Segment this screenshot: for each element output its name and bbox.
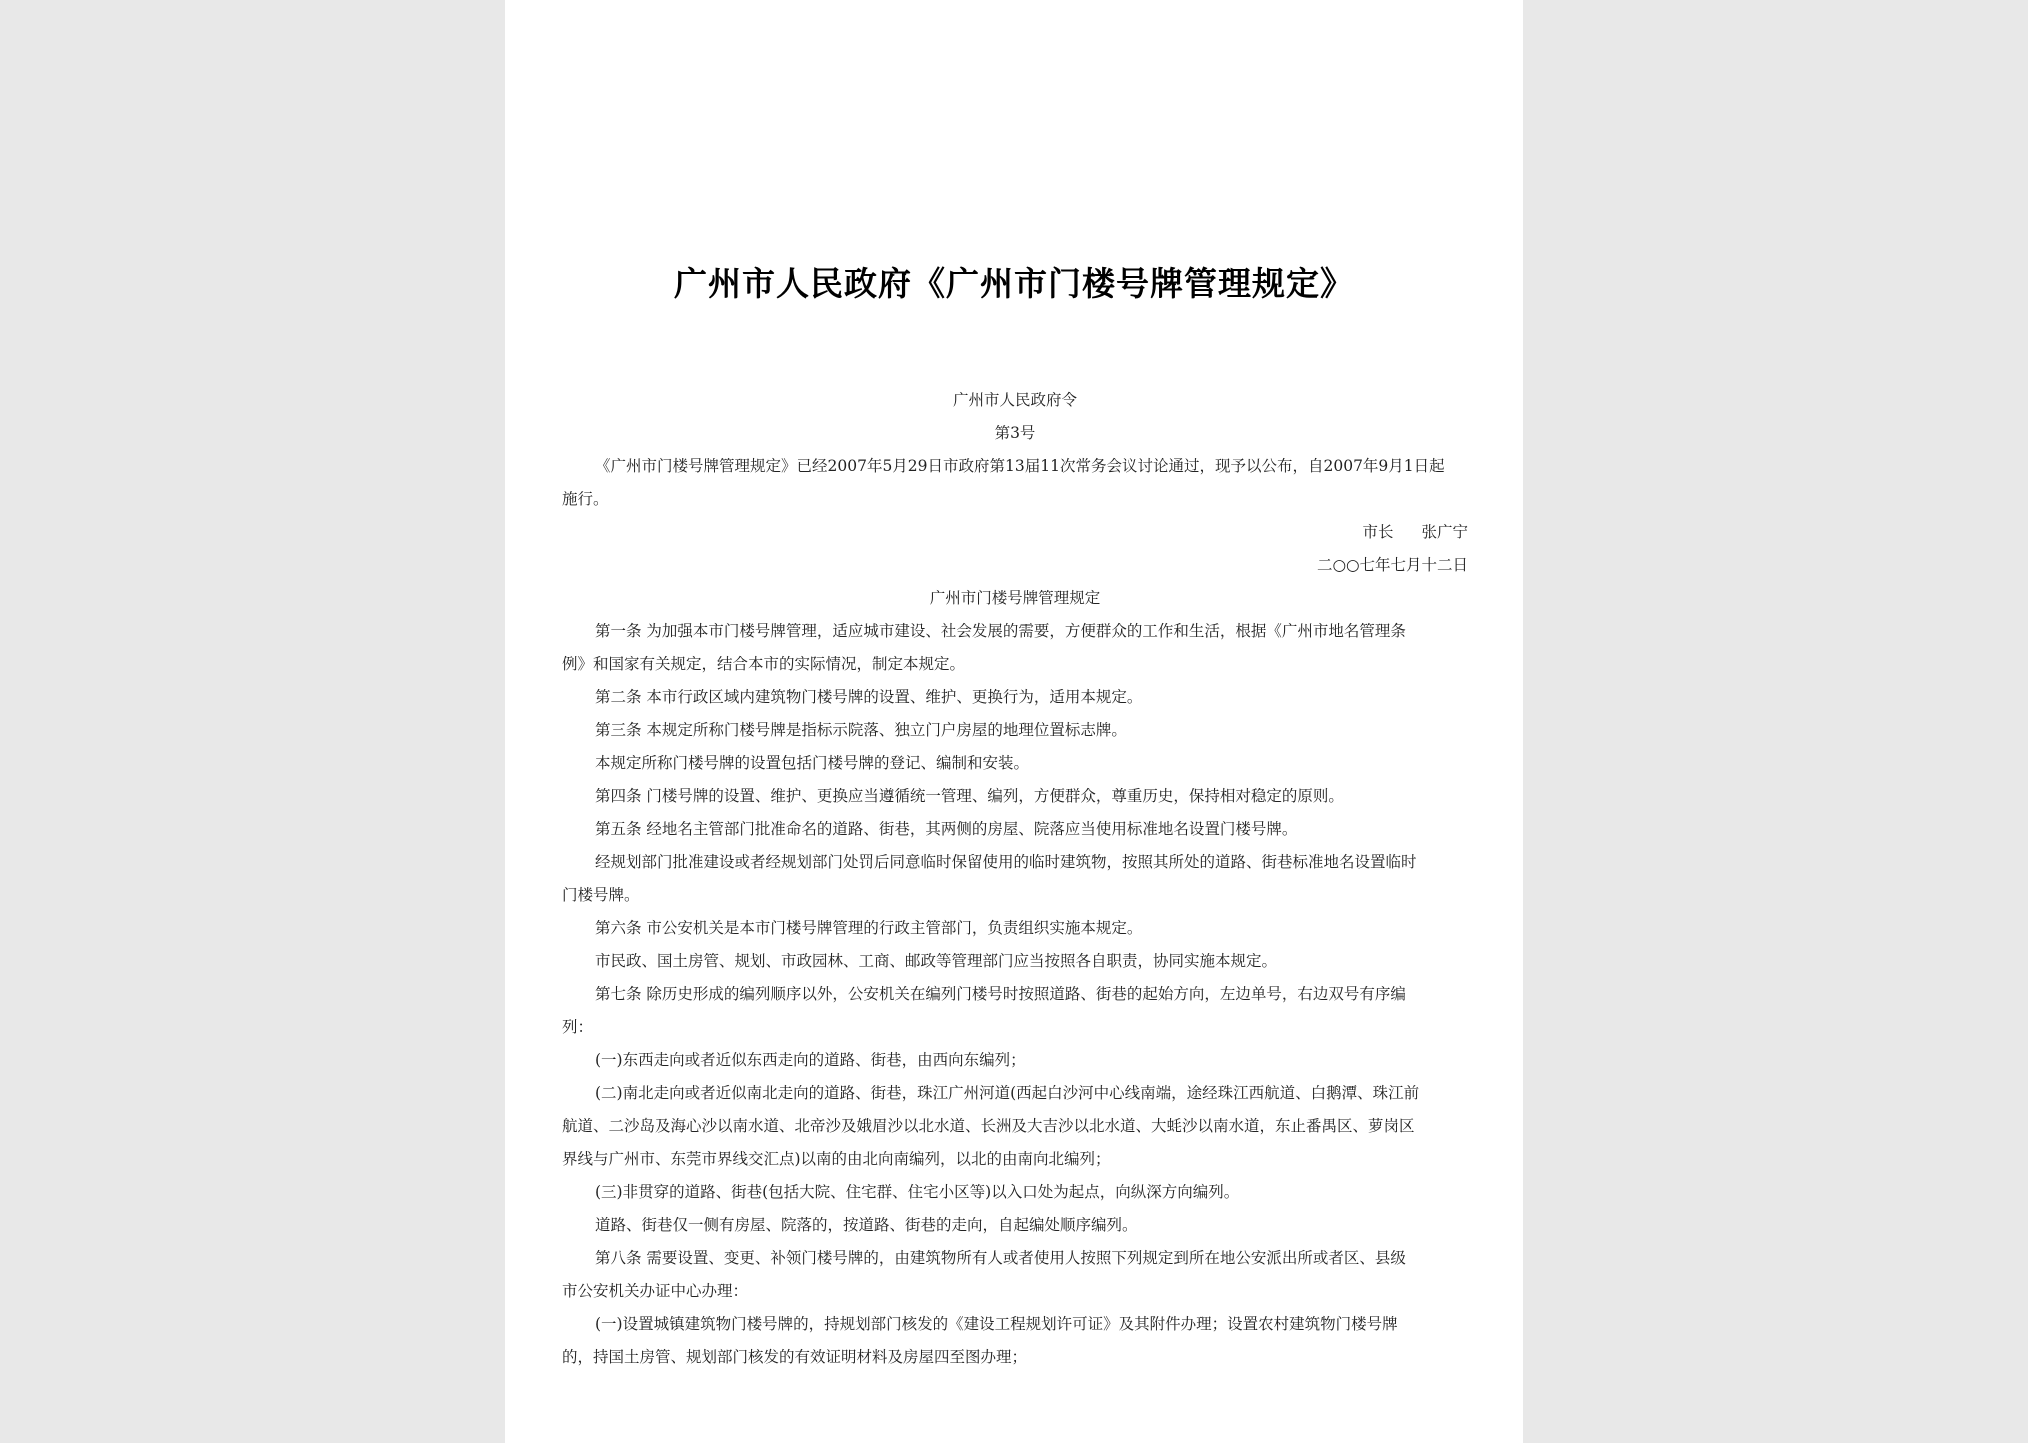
regulation-line: 道路、街巷仅一侧有房屋、院落的，按道路、街巷的走向，自起编处顺序编列。 (595, 1216, 1138, 1234)
announcement-line: 施行。 (562, 490, 609, 508)
regulation-line: 第一条 为加强本市门楼号牌管理，适应城市建设、社会发展的需要，方便群众的工作和生活，根据《广州市地名管理条 (595, 622, 1406, 640)
regulation-line: (一)设置城镇建筑物门楼号牌的，持规划部门核发的《建设工程规划许可证》及其附件办理；设置农村建筑物门楼号牌 (595, 1315, 1398, 1333)
announcement-line: 《广州市门楼号牌管理规定》已经2007年5月29日市政府第13届11次常务会议讨论通过，现予以公布，自2007年9月1日起 (595, 457, 1445, 475)
regulation-line: 第五条 经地名主管部门批准命名的道路、街巷，其两侧的房屋、院落应当使用标准地名设置门楼号牌。 (595, 820, 1298, 838)
regulation-line: 航道、二沙岛及海心沙以南水道、北帝沙及娥眉沙以北水道、长洲及大吉沙以北水道、大蚝沙以南水道，东止番禺区、萝岗区 (562, 1117, 1415, 1135)
regulation-line: 第二条 本市行政区域内建筑物门楼号牌的设置、维护、更换行为，适用本规定。 (595, 688, 1143, 706)
regulation-title: 广州市门楼号牌管理规定 (929, 589, 1101, 607)
regulation-line: 经规划部门批准建设或者经规划部门处罚后同意临时保留使用的临时建筑物，按照其所处的道路、街巷标准地名设置临时 (595, 853, 1417, 871)
mayor-title: 市长 (1362, 523, 1394, 541)
regulation-line: 例》和国家有关规定，结合本市的实际情况，制定本规定。 (562, 655, 966, 673)
regulation-line: 本规定所称门楼号牌的设置包括门楼号牌的登记、编制和安装。 (595, 754, 1030, 772)
regulation-line: (三)非贯穿的道路、街巷(包括大院、住宅群、住宅小区等)以入口处为起点，向纵深方向编列。 (595, 1183, 1240, 1201)
signature-line (562, 516, 1468, 549)
regulation-line: 第七条 除历史形成的编列顺序以外，公安机关在编列门楼号时按照道路、街巷的起始方向，左边单号，右边双号有序编 (595, 985, 1406, 1003)
regulation-line: 门楼号牌。 (562, 886, 640, 904)
regulation-line: 市民政、国土房管、规划、市政园林、工商、邮政等管理部门应当按照各自职责，协同实施本规定。 (595, 952, 1278, 970)
regulation-line: 界线与广州市、东莞市界线交汇点)以南的由北向南编列，以北的由南向北编列； (562, 1150, 1111, 1168)
order-issuer: 广州市人民政府令 (952, 391, 1077, 409)
signature-date: 二○○七年七月十二日 (1316, 556, 1468, 574)
regulation-line: 市公安机关办证中心办理： (562, 1282, 749, 1300)
regulation-line: 第六条 市公安机关是本市门楼号牌管理的行政主管部门，负责组织实施本规定。 (595, 919, 1143, 937)
regulation-line: (一)东西走向或者近似东西走向的道路、街巷，由西向东编列； (595, 1051, 1026, 1069)
regulation-line: 第四条 门楼号牌的设置、维护、更换应当遵循统一管理、编列，方便群众，尊重历史，保持相对稳定的原则。 (595, 787, 1344, 805)
order-number: 第3号 (994, 424, 1036, 442)
regulation-line: 第三条 本规定所称门楼号牌是指标示院落、独立门户房屋的地理位置标志牌。 (595, 721, 1127, 739)
regulation-line: 的，持国土房管、规划部门核发的有效证明材料及房屋四至图办理； (562, 1348, 1028, 1366)
document-page (505, 0, 1523, 1443)
regulation-line: 第八条 需要设置、变更、补领门楼号牌的，由建筑物所有人或者使用人按照下列规定到所在地公安派出所或者区、县级 (595, 1249, 1406, 1267)
regulation-text (562, 615, 1468, 1374)
document-body (562, 384, 1468, 1374)
document-title: 广州市人民政府《广州市门楼号牌管理规定》 (674, 264, 1354, 303)
regulation-line: 列： (562, 1018, 594, 1036)
regulation-line: (二)南北走向或者近似南北走向的道路、街巷，珠江广州河道(西起白沙河中心线南端，途经珠江西航道、白鹅潭、珠江前 (595, 1084, 1420, 1102)
mayor-name: 张广宁 (1421, 523, 1468, 541)
